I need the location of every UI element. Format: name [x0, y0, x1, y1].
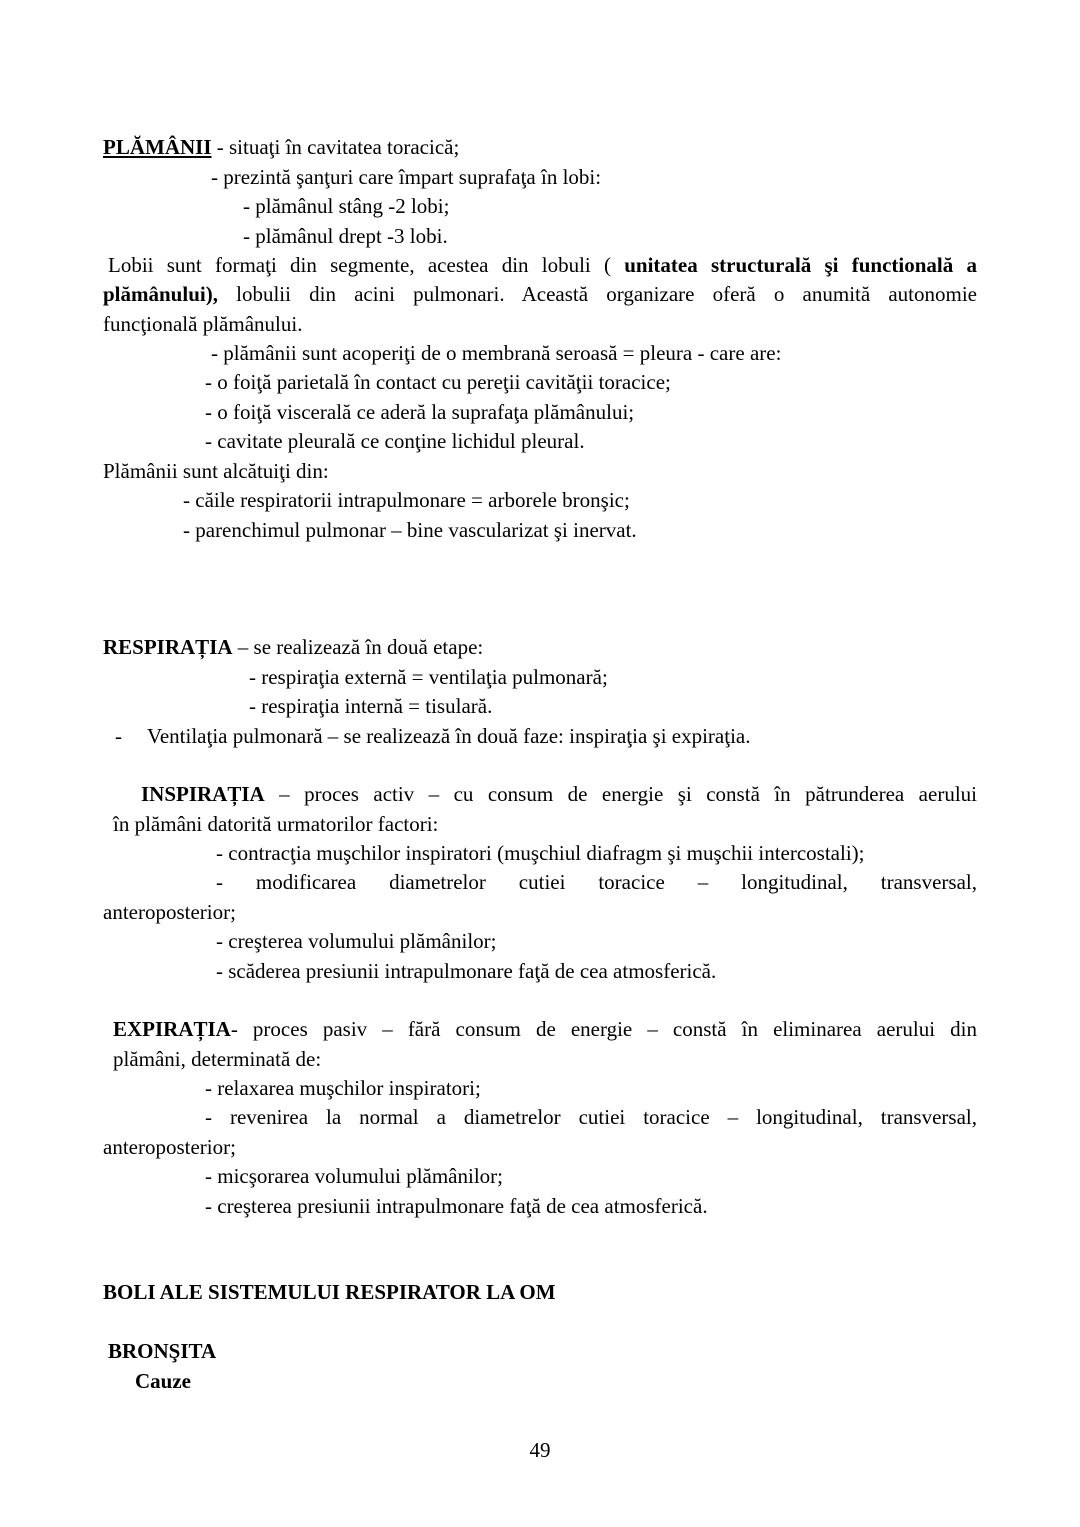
expiratia-item-2-cont: anteroposterior; [103, 1135, 236, 1159]
expiratia-item-2: - revenirea la normal a diametrelor cutiei toracice – longitudinal, transversal, [205, 1105, 977, 1129]
respiratia-heading: RESPIRAȚIA [103, 635, 233, 659]
inspiratia-text: – proces activ – cu consum de energie şi constă în pătrunderea aerului [264, 782, 977, 806]
lobi-paragraph-line-1 [108, 251, 977, 280]
inspiratia-item-3: - creşterea volumului plămânilor; [216, 929, 497, 953]
plamanii-heading: PLĂMÂNII [103, 135, 212, 159]
lobi-text-2: lobulii din acini pulmonari. Această organizare oferă o anumită autonomie [217, 282, 977, 306]
respiratia-intro: – se realizează în două etape: [232, 635, 484, 659]
lobi-bold-text-2: plămânului), [103, 282, 218, 306]
lobi-paragraph-line-3: funcţională plămânului. [103, 312, 303, 336]
inspiratia-heading: INSPIRAȚIA [141, 782, 265, 806]
inspiratia-item-2-cont: anteroposterior; [103, 900, 236, 924]
plamanii-intro: - situaţi în cavitatea toracică; [211, 135, 460, 159]
cauze-heading: Cauze [135, 1369, 191, 1393]
expiratia-item-1: - relaxarea muşchilor inspiratori; [205, 1076, 481, 1100]
respiratia-line [103, 633, 483, 662]
ventilatia-line: Ventilaţia pulmonară – se realizează în două faze: inspiraţia şi expiraţia. [147, 724, 751, 748]
inspiratia-item-4: - scăderea presiunii intrapulmonare faţă de cea atmosferică. [216, 959, 717, 983]
lobi-bold-text: unitatea structurală şi functională a [624, 253, 977, 277]
lobi-paragraph-line-2 [103, 280, 977, 309]
expiratia-item-3: - micşorarea volumului plămânilor; [205, 1164, 503, 1188]
plamanii-alcatuiti: Plămânii sunt alcătuiţi din: [103, 459, 329, 483]
plamanii-line [103, 133, 459, 162]
cai-respiratorii: - căile respiratorii intrapulmonare = arborele bronşic; [183, 488, 630, 512]
plamanul-drept: - plămânul drept -3 lobi. [243, 224, 448, 248]
expiratia-item-4: - creşterea presiunii intrapulmonare faţă de cea atmosferică. [205, 1194, 708, 1218]
pleura-line: - plămânii sunt acoperiţi de o membrană seroasă = pleura - care are: [211, 341, 782, 365]
respiratia-interna: - respiraţia internă = tisulară. [249, 694, 493, 718]
plamanul-stang: - plămânul stâng -2 lobi; [243, 194, 450, 218]
expiratia-text: - proces pasiv – fără consum de energie – constă în eliminarea aerului din [230, 1017, 977, 1041]
foita-viscerala: - o foiţă viscerală ce aderă la suprafaţa plămânului; [205, 400, 635, 424]
boli-heading: BOLI ALE SISTEMULUI RESPIRATOR LA OM [103, 1280, 556, 1304]
expiratia-line-1 [113, 1015, 977, 1044]
plamanii-santuri: - prezintă şanţuri care împart suprafaţa în lobi: [211, 165, 602, 189]
bronsita-heading: BRONŞITA [108, 1339, 217, 1363]
expiratia-heading: EXPIRAȚIA [113, 1017, 231, 1041]
inspiratia-line-2: în plămâni datorită urmatorilor factori: [113, 812, 439, 836]
ventilatia-dash: - [115, 724, 122, 748]
parenchim-pulmonar: - parenchimul pulmonar – bine vascularizat şi inervat. [183, 518, 637, 542]
inspiratia-line-1 [141, 780, 977, 809]
page-number: 49 [529, 1438, 551, 1462]
inspiratia-item-2: - modificarea diametrelor cutiei toracice – longitudinal, transversal, [216, 870, 977, 894]
lobi-text: Lobii sunt formaţi din segmente, acestea din lobuli ( [108, 253, 625, 277]
cavitate-pleurala: - cavitate pleurală ce conţine lichidul pleural. [205, 429, 585, 453]
respiratia-externa: - respiraţia externă = ventilaţia pulmonară; [249, 665, 608, 689]
foita-parietala: - o foiţă parietală în contact cu pereţii cavităţii toracice; [205, 370, 671, 394]
inspiratia-item-1: - contracţia muşchilor inspiratori (muşchiul diafragm şi muşchii intercostali); [216, 841, 865, 865]
expiratia-line-2: plămâni, determinată de: [113, 1047, 322, 1071]
